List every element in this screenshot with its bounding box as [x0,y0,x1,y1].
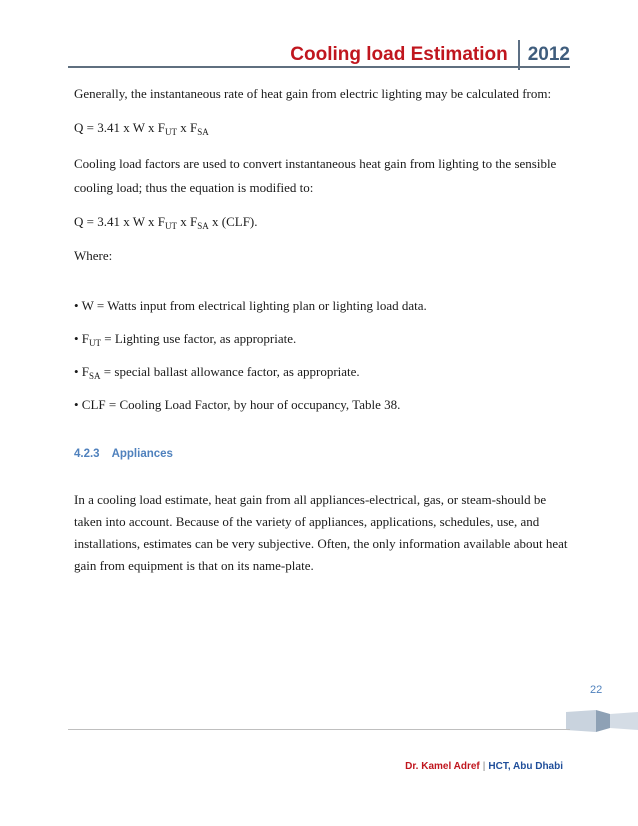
bullet-fsa: • $F_{SA}$ = special ballast allowance factor, as appropriate. [74,364,360,381]
intro-paragraph: Generally, the instantaneous rate of heat gain from electric lighting may be calculated from: [74,86,552,101]
footer-separator: | [482,761,486,772]
where-label: Where: [74,248,113,263]
page-number: 22 [590,684,603,696]
document-title: Cooling load Estimation [290,44,508,65]
page-footer [405,761,563,772]
bullet-fut: • $F_{UT}$ = Lighting use factor, as appropriate. [74,331,297,348]
footer-author: Dr. Kamel Adref [405,761,480,772]
header-rule [68,66,570,68]
equation-2: Q = 3.41 x W x $F_{UT}$ x $F_{SA}$ x (CLF). [74,214,258,231]
document-year: 2012 [527,44,570,65]
lighting-content [74,84,570,415]
footer-rule [68,729,570,730]
page-tab-graphic [566,708,638,734]
section-heading [74,448,173,460]
section-title: Appliances [111,448,173,460]
clf-paragraph: Cooling load factors are used to convert instantaneous heat gain from lighting to the sensible cooling load; thus the equation is modified to: [74,156,557,195]
bullet-w: • W = Watts input from electrical lighting plan or lighting load data. [74,298,427,313]
section-number: 4.2.3 [74,448,100,460]
footer-institution: HCT, Abu Dhabi [488,761,563,772]
bullet-clf: • CLF = Cooling Load Factor, by hour of occupancy, Table 38. [74,397,401,412]
appliances-paragraph: In a cooling load estimate, heat gain from all appliances-electrical, gas, or steam-should be taken into account. Because of the variety of appliances, applications, schedules, use, and installations, estimates can be very subjective. Often, the only information available about heat gain from equipment is that on its name-plate. [74,492,568,573]
equation-1: Q = 3.41 x W x $F_{UT}$ x $F_{SA}$ [74,120,209,137]
